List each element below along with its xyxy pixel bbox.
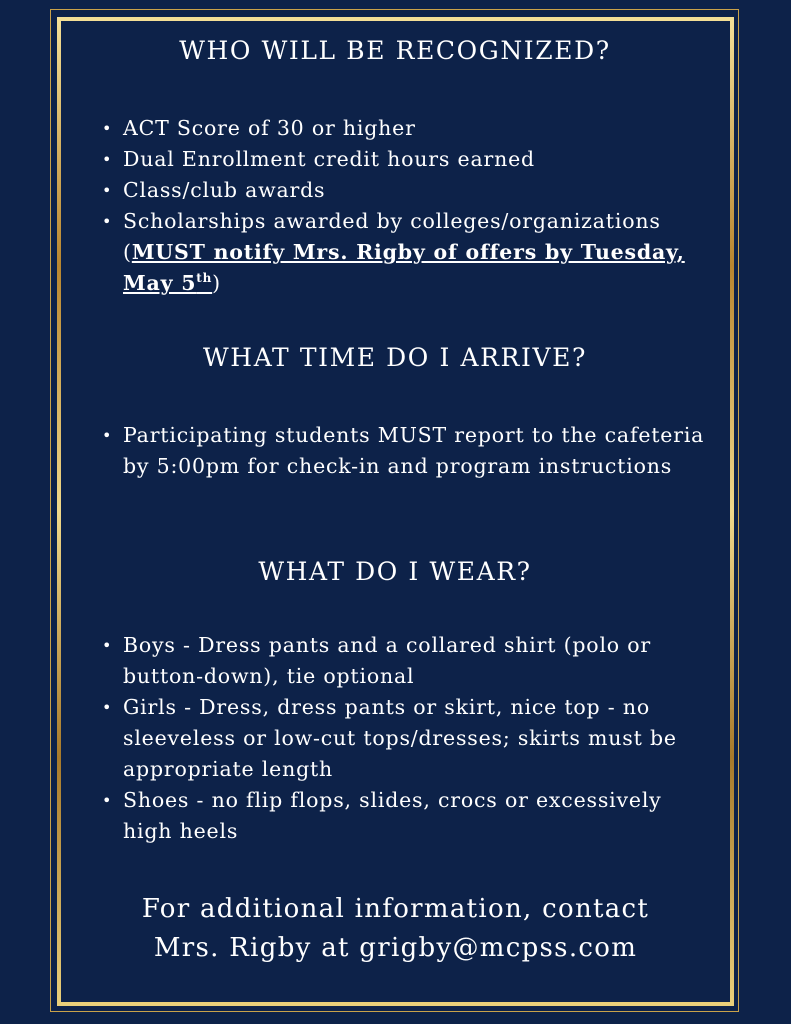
bullet-icon: • <box>102 150 113 169</box>
heading-dress-code: WHAT DO I WEAR? <box>258 557 532 586</box>
list-item: • Participating students MUST report to the cafeteria by 5:00pm for check-in and program instructions <box>95 420 725 482</box>
heading-arrival-time: WHAT TIME DO I ARRIVE? <box>203 343 587 372</box>
bullet-icon: • <box>102 426 113 445</box>
bullet-icon: • <box>102 181 113 200</box>
contact-line-2: Mrs. Rigby at grigby@mcpss.com <box>153 933 638 963</box>
bullet-icon: • <box>102 791 113 810</box>
section-arrival-time <box>95 343 725 372</box>
list-item: • Boys - Dress pants and a collared shirt (polo or button-down), tie optional <box>95 630 695 692</box>
list-item: • Dual Enrollment credit hours earned <box>95 144 695 175</box>
list-dress-code <box>95 630 695 847</box>
contact-footer <box>60 890 731 968</box>
list-item: • ACT Score of 30 or higher <box>95 113 695 144</box>
list-item: • Girls - Dress, dress pants or skirt, nice top - no sleeveless or low-cut tops/dresses; skirts must be appropriate length <box>95 692 695 785</box>
heading-who-recognized: WHO WILL BE RECOGNIZED? <box>179 36 611 65</box>
list-item: • Class/club awards <box>95 175 695 206</box>
bullet-icon: • <box>102 698 113 717</box>
contact-line-1: For additional information, contact <box>141 894 650 924</box>
list-item: • Shoes - no flip flops, slides, crocs or excessively high heels <box>95 785 695 847</box>
list-who-recognized <box>95 113 695 299</box>
deadline-emphasis: MUST notify Mrs. Rigby of offers by Tuesday, May 5th <box>123 240 685 295</box>
list-arrival-time <box>95 420 725 482</box>
section-who-recognized <box>95 36 725 65</box>
bullet-icon: • <box>102 119 113 138</box>
list-item-scholarships: • Scholarships awarded by colleges/organizations (MUST notify Mrs. Rigby of offers by Tuesday, May 5th) <box>95 206 695 299</box>
section-dress-code <box>95 557 725 586</box>
bullet-icon: • <box>102 636 113 655</box>
bullet-icon: • <box>102 212 113 231</box>
